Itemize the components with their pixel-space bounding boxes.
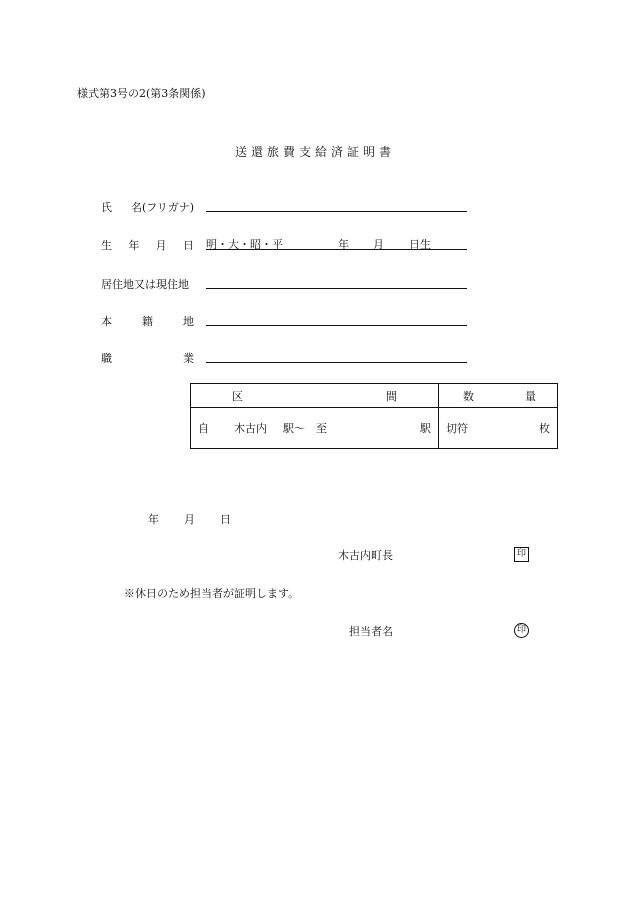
- birthdate-label-4: 日: [182, 239, 194, 252]
- document-title: 送還旅費支給済証明書: [234, 145, 395, 159]
- section-table: [190, 383, 558, 449]
- section-header-start: 区: [232, 389, 243, 403]
- officer-name-label: 担当者名: [349, 625, 393, 638]
- name-label-2: 名(フリガナ): [130, 201, 194, 214]
- from-station: 木古内: [234, 422, 267, 435]
- officer-seal: [514, 622, 529, 638]
- from-label: 自: [198, 422, 209, 435]
- table-header-row: [191, 384, 558, 408]
- occupation-label: [101, 350, 194, 366]
- form-number: 様式第3号の2(第3条関係): [77, 87, 206, 100]
- to-label: 至: [316, 422, 327, 435]
- quantity-header-end: 量: [525, 389, 536, 403]
- from-suffix: 駅〜: [283, 422, 305, 435]
- domicile-label-2: 籍: [142, 315, 153, 328]
- ticket-label: 切符: [446, 422, 468, 435]
- unit-label: 枚: [539, 422, 550, 435]
- date-year: 年: [148, 513, 159, 526]
- mayor-title: 木古内町長: [338, 549, 393, 562]
- birthdate-label-2: 年: [128, 239, 140, 252]
- occupation-field[interactable]: [206, 350, 467, 363]
- domicile-field[interactable]: [206, 313, 467, 326]
- birthdate-day: 日生: [409, 238, 431, 251]
- birthdate-year: 年: [338, 238, 349, 251]
- birthdate-label-3: 月: [155, 239, 167, 252]
- birthdate-eras: 明・大・昭・平: [206, 238, 283, 251]
- name-field[interactable]: [206, 199, 467, 212]
- mayor-seal: [514, 546, 529, 562]
- date-month: 月: [184, 513, 195, 526]
- occupation-label-2: 業: [183, 352, 194, 365]
- domicile-label: [101, 313, 194, 329]
- address-field[interactable]: [206, 276, 467, 289]
- holiday-note: ※休日のため担当者が証明します。: [124, 587, 300, 600]
- square-seal-icon: 印: [514, 547, 529, 562]
- quantity-cell[interactable]: [439, 408, 558, 449]
- birthdate-label-1: 生: [101, 239, 112, 252]
- date-day: 日: [220, 513, 231, 526]
- to-suffix: 駅: [420, 422, 431, 435]
- section-header-end: 間: [386, 389, 397, 403]
- occupation-label-1: 職: [101, 352, 112, 365]
- round-seal-icon: 印: [514, 623, 529, 638]
- section-cell[interactable]: [191, 408, 439, 449]
- name-label: [101, 199, 194, 215]
- address-label: 居住地又は現住地: [101, 278, 189, 291]
- section-header: [191, 384, 439, 408]
- quantity-header-start: 数: [463, 389, 474, 403]
- domicile-label-1: 本: [101, 315, 112, 328]
- domicile-label-3: 地: [183, 315, 194, 328]
- birthdate-label: [101, 237, 194, 253]
- birthdate-month: 月: [373, 238, 384, 251]
- table-row: [191, 408, 558, 449]
- name-label-1: 氏: [101, 201, 112, 214]
- quantity-header: [439, 384, 558, 408]
